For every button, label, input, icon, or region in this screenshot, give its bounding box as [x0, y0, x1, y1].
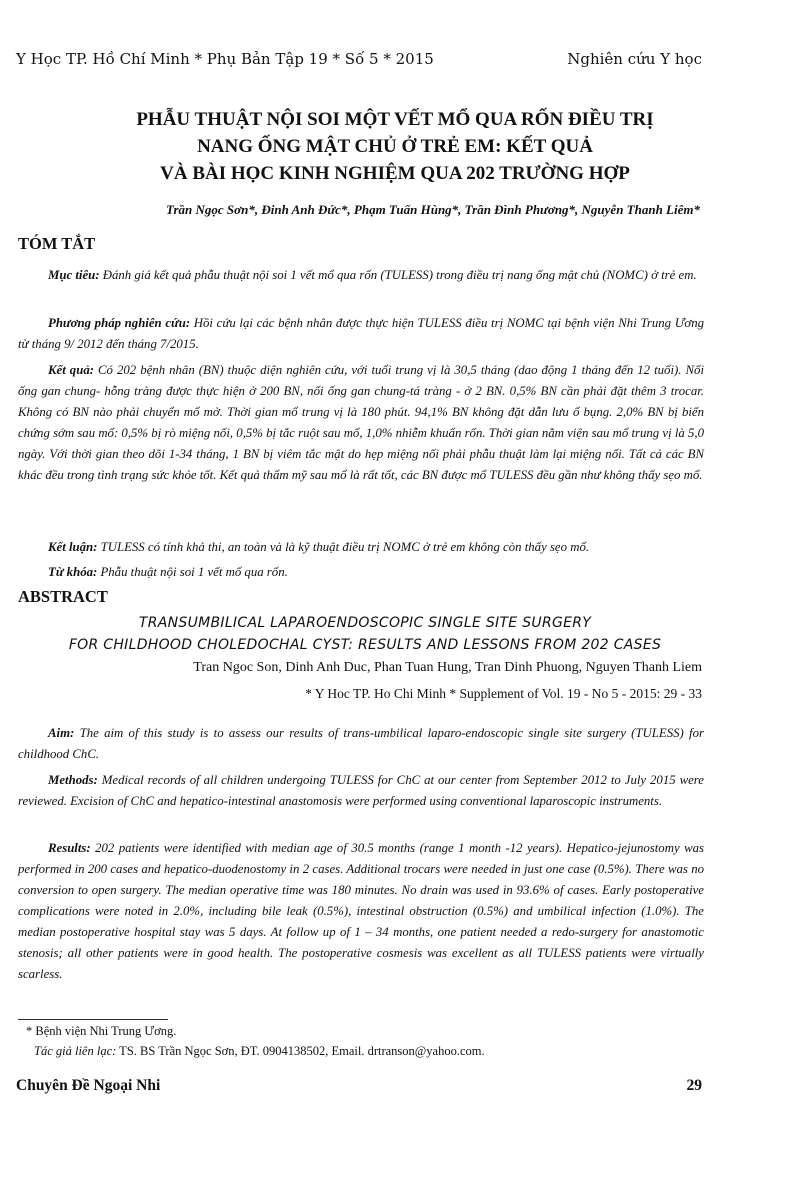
section-header: Nghiên cứu Y học — [567, 50, 702, 68]
ket-luan-text: TULESS có tính khả thi, an toàn và là kỹ thuật điều trị NOMC ở trẻ em không còn thấy sẹo mổ. — [97, 540, 590, 554]
title-line-3: VÀ BÀI HỌC KINH NGHIỆM QUA 202 TRƯỜNG HỢP — [160, 163, 630, 184]
ket-luan-paragraph — [18, 537, 704, 558]
english-author-list: Tran Ngoc Son, Dinh Anh Duc, Phan Tuan Hung, Tran Dinh Phuong, Nguyen Thanh Liem — [193, 660, 702, 675]
methods-text: Medical records of all children undergoing TULESS for ChC at our center from September 2012 to July 2015 were reviewed. Excision of ChC and hepatico-intestinal anastomosis were performed using conventional laparoscopic instruments. — [18, 773, 704, 808]
english-title-line-2: FOR CHILDHOOD CHOLEDOCHAL CYST: RESULTS AND LESSONS FROM 202 CASES — [68, 637, 662, 653]
english-title — [0, 612, 730, 656]
title-line-1: PHẪU THUẬT NỘI SOI MỘT VẾT MỔ QUA RỐN ĐIỀU TRỊ — [136, 109, 654, 130]
page-number: 29 — [686, 1077, 702, 1094]
phuong-phap-paragraph — [18, 313, 704, 355]
results-text: 202 patients were identified with median age of 30.5 months (range 1 month -12 years). Hepatico-jejunostomy was performed in 200 cases and hepatico-duodenostomy in 2 cases. Additional trocars were needed in just one case (0.5%). There was no conversion to open surgery. The median operative time was 180 minutes. No drain was used in 93.6% of cases. Early postoperative complications were noted in 2.0%, including bile leak (0.5%), intestinal obstruction (0.5%) and umbilical infection (1.0%). The median postoperative hospital stay was 5 days. At follow up of 1 – 34 months, one patient needed a redo-surgery for anastomotic stenosis; all other patients were in good health. The postoperative cosmesis was excellent as all TULESS patients were virtually scarless. — [18, 841, 704, 981]
contact-label: Tác giả liên lạc: — [34, 1044, 117, 1058]
muc-tieu-paragraph — [18, 265, 704, 286]
tu-khoa-label: Từ khóa: — [48, 565, 98, 579]
ket-luan-label: Kết luận: — [48, 540, 98, 554]
title-line-2: NANG ỐNG MẬT CHỦ Ở TRẺ EM: KẾT QUẢ — [197, 136, 593, 157]
journal-header: Y Học TP. Hồ Chí Minh * Phụ Bản Tập 19 * Số 5 * 2015 — [16, 50, 434, 68]
english-title-line-1: TRANSUMBILICAL LAPAROENDOSCOPIC SINGLE SITE SURGERY — [138, 615, 592, 631]
footer-section: Chuyên Đề Ngoại Nhi — [16, 1077, 161, 1094]
footnote-contact — [34, 1044, 485, 1059]
methods-paragraph — [18, 770, 704, 812]
author-list: Trần Ngọc Sơn*, Đinh Anh Đức*, Phạm Tuấn Hùng*, Trần Đình Phương*, Nguyễn Thanh Liêm* — [166, 202, 700, 217]
tu-khoa-text: Phẫu thuật nội soi 1 vết mổ qua rốn. — [97, 565, 288, 579]
footnote-affiliation: * Bệnh viện Nhi Trung Ương. — [26, 1024, 177, 1038]
abstract-heading: ABSTRACT — [18, 587, 108, 606]
muc-tieu-label: Mục tiêu: — [48, 268, 100, 282]
aim-text: The aim of this study is to assess our results of trans-umbilical laparo-endoscopic single site surgery (TULESS) for childhood ChC. — [18, 726, 704, 761]
ket-qua-paragraph — [18, 360, 704, 486]
ket-qua-text: Có 202 bệnh nhân (BN) thuộc diện nghiên cứu, với tuổi trung vị là 30,5 tháng (dao động 1 tháng đến 12 tuổi). Nối ống gan chung- hỗng tràng được thực hiện ở 200 BN, nối ống gan chung-tá tràng - ở 2 BN. 0,5% BN cần phải đặt thêm 3 trocar. Không có BN nào phải chuyển mổ mở. Thời gian mổ trung vị là 180 phút. 94,1% BN không đặt dẫn lưu ổ bụng. 2,0% BN bị biến chứng sớm sau mổ: 0,5% bị rò miệng nối, 0,5% bị tắc ruột sau mổ, 1,0% nhiễm khuẩn rốn. Thời gian nằm viện sau mổ trung vị là 5,0 ngày. Với thời gian theo dõi 1-34 tháng, 1 BN bị viêm tắc mật do hẹp miệng nối phải phẫu thuật làm lại miệng nối. Tất cả các BN khác đều trong tình trạng sức khỏe tốt. Kết quả thẩm mỹ sau mổ là rất tốt, các BN được mổ TULESS đều gần như không thấy sẹo mổ. — [18, 363, 704, 482]
methods-label: Methods: — [48, 773, 98, 787]
tom-tat-heading: TÓM TẮT — [18, 234, 96, 253]
phuong-phap-label: Phương pháp nghiên cứu: — [48, 316, 191, 330]
aim-paragraph — [18, 723, 704, 765]
ket-qua-label: Kết quả: — [48, 363, 94, 377]
footnote-divider — [18, 1019, 168, 1020]
results-label: Results: — [48, 841, 91, 855]
citation: * Y Hoc TP. Ho Chi Minh * Supplement of Vol. 19 - No 5 - 2015: 29 - 33 — [305, 686, 702, 701]
article-title — [60, 106, 730, 187]
tu-khoa-paragraph — [18, 562, 704, 583]
contact-text: TS. BS Trần Ngọc Sơn, ĐT. 0904138502, Email. drtranson@yahoo.com. — [116, 1044, 485, 1058]
aim-label: Aim: — [48, 726, 75, 740]
results-paragraph — [18, 838, 704, 985]
phuong-phap-text: Hồi cứu lại các bệnh nhân được thực hiện TULESS điều trị NOMC tại bệnh viện Nhi Trung Ương từ tháng 9/ 2012 đến tháng 7/2015. — [18, 316, 704, 351]
muc-tieu-text: Đánh giá kết quả phẫu thuật nội soi 1 vết mổ qua rốn (TULESS) trong điều trị nang ống mật chủ (NOMC) ở trẻ em. — [99, 268, 697, 282]
